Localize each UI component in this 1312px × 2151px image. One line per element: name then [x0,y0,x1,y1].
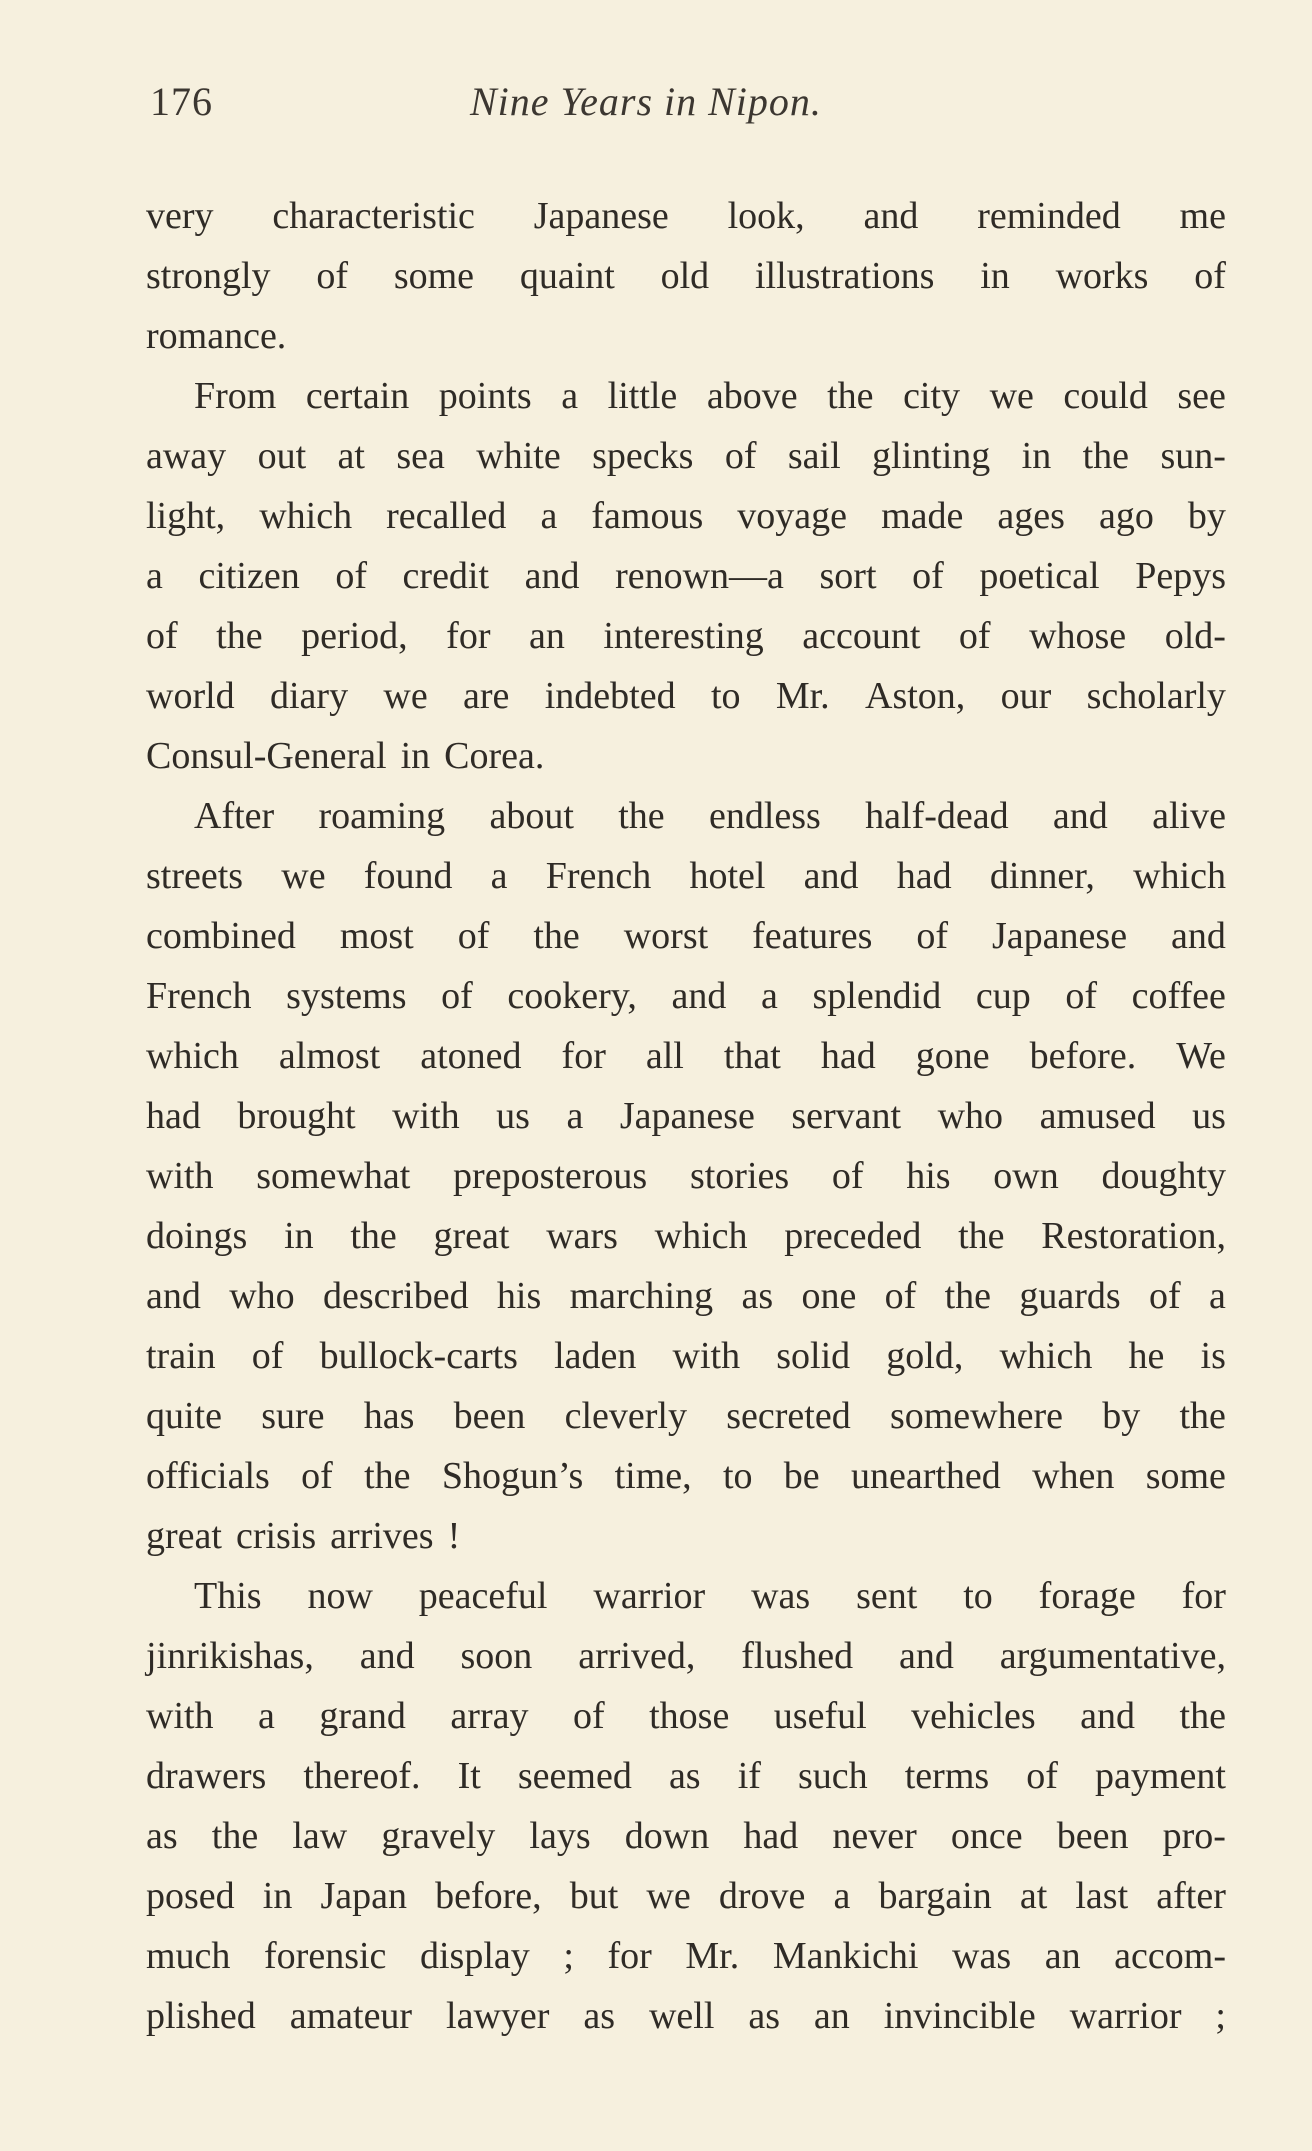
text-line: jinrikishas, and soon arrived, flushed and argumentative, [146,1635,1226,1677]
text-line: drawers thereof. It seemed as if such terms of payment [146,1755,1226,1797]
text-line: streets we found a French hotel and had dinner, which [146,855,1226,897]
text-line: a citizen of credit and renown—a sort of poetical Pepys [146,555,1226,597]
text-line: away out at sea white specks of sail glinting in the sun- [146,435,1226,477]
text-line: with a grand array of those useful vehicles and the [146,1695,1226,1737]
text-line: Consul-General in Corea. [146,735,545,777]
text-line: strongly of some quaint old illustrations in works of [146,255,1226,297]
page-header [150,78,1230,138]
text-line: quite sure has been cleverly secreted somewhere by the [146,1395,1226,1437]
text-line: had brought with us a Japanese servant who amused us [146,1095,1226,1137]
text-line: much forensic display ; for Mr. Mankichi was an accom- [146,1935,1226,1977]
text-line: of the period, for an interesting account of whose old- [146,615,1226,657]
text-line: French systems of cookery, and a splendid cup of coffee [146,975,1226,1017]
text-line: combined most of the worst features of Japanese and [146,915,1226,957]
text-line: train of bullock-carts laden with solid gold, which he is [146,1335,1226,1377]
text-line: doings in the great wars which preceded the Restoration, [146,1215,1226,1257]
running-title: Nine Years in Nipon. [470,79,822,124]
text-line: very characteristic Japanese look, and reminded me [146,195,1226,237]
body-text [146,186,1226,2046]
text-line: plished amateur lawyer as well as an invincible warrior ; [146,1995,1226,2037]
text-line: romance. [146,315,287,357]
text-line: posed in Japan before, but we drove a bargain at last after [146,1875,1226,1917]
text-line: This now peaceful warrior was sent to forage for [194,1575,1226,1617]
text-line: From certain points a little above the city we could see [194,375,1226,417]
text-line: with somewhat preposterous stories of his own doughty [146,1155,1226,1197]
text-line: officials of the Shogun’s time, to be unearthed when some [146,1455,1226,1497]
text-line: world diary we are indebted to Mr. Aston, our scholarly [146,675,1226,717]
text-line: light, which recalled a famous voyage made ages ago by [146,495,1226,537]
text-line: and who described his marching as one of the guards of a [146,1275,1226,1317]
text-line: as the law gravely lays down had never once been pro- [146,1815,1226,1857]
page-number: 176 [150,79,213,124]
text-line: After roaming about the endless half-dead and alive [194,795,1226,837]
text-line: great crisis arrives ! [146,1515,461,1557]
text-line: which almost atoned for all that had gone before. We [146,1035,1226,1077]
